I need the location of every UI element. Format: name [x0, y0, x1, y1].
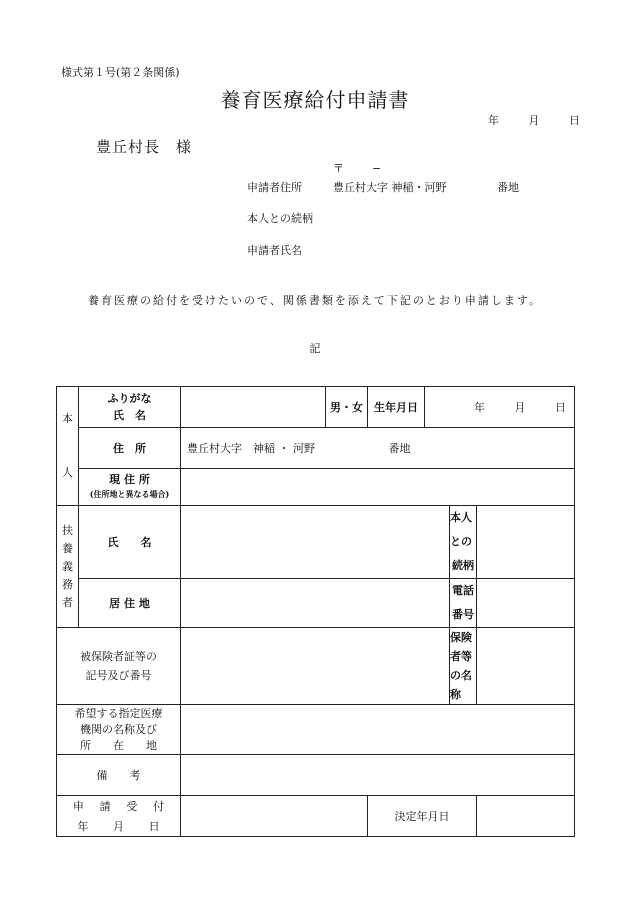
receipt-date-input[interactable] [181, 796, 368, 837]
hospital-label-cell [57, 705, 181, 755]
addressee: 豊丘村長 様 [96, 138, 193, 156]
application-date [488, 112, 580, 128]
address-input[interactable] [181, 428, 575, 469]
receipt-day: 日 [148, 820, 160, 833]
relation-label-2: 続柄 [452, 559, 474, 572]
ki-label: 記 [309, 342, 321, 355]
birth-day: 日 [555, 401, 567, 414]
decision-date-input[interactable] [477, 796, 575, 837]
insurer-label-2: の名称 [450, 669, 472, 701]
insurance-cert-input[interactable] [181, 628, 450, 705]
address-value: 豊丘村大字 神稲 ・ 河野 [187, 442, 315, 455]
remarks-input[interactable] [181, 755, 575, 796]
phone-label-2: 番号 [452, 608, 474, 621]
name-input[interactable] [181, 387, 326, 428]
guardian-group-label [57, 506, 79, 628]
guardian-name-label: 氏 名 [79, 506, 181, 579]
postal-code [333, 160, 381, 176]
residence-input[interactable] [181, 579, 450, 628]
guardian-char-5: 者 [62, 595, 73, 609]
receipt-char-2: 請 [99, 800, 111, 813]
phone-label-1: 電話 [452, 584, 474, 597]
postal-mark: 〒 [333, 162, 344, 175]
guardian-name-input[interactable] [181, 506, 450, 579]
application-table [56, 386, 575, 837]
insurer-input[interactable] [477, 628, 575, 705]
document-title: 養育医療給付申請書 [220, 88, 410, 112]
receipt-char-1: 申 [72, 800, 84, 813]
postal-dash: − [372, 162, 382, 175]
guardian-char-3: 義 [62, 559, 73, 573]
address-label: 住 所 [79, 428, 181, 469]
relation-label: 本人との続柄 [247, 212, 313, 225]
applicant-name-label: 申請者氏名 [247, 244, 302, 257]
current-address-label: 現 住 所 [109, 473, 150, 486]
guardian-char-4: 務 [62, 577, 73, 591]
hospital-input[interactable] [181, 705, 575, 755]
guardian-relation-label-cell [450, 506, 477, 579]
hospital-label-2: 機関の名称及び [80, 722, 157, 736]
insurance-cert-label-1: 被保険者証等の [80, 650, 157, 663]
guardian-relation-input[interactable] [477, 506, 575, 579]
hospital-label-1: 希望する指定医療 [74, 706, 163, 720]
phone-label-cell [450, 579, 477, 628]
receipt-year: 年 [77, 820, 89, 833]
decision-date-label: 決定年月日 [368, 796, 477, 837]
relation-label-1: 本人との [450, 511, 472, 548]
receipt-label-cell [57, 796, 181, 837]
receipt-month: 月 [112, 820, 124, 833]
applicant-address-label: 申請者住所 [247, 181, 302, 194]
date-month: 月 [528, 114, 540, 127]
hospital-label-3: 所 在 地 [80, 738, 157, 752]
person-char-2: 人 [62, 466, 73, 479]
birth-year: 年 [474, 401, 486, 414]
birthdate-label: 生年月日 [368, 387, 425, 428]
name-label: 氏 名 [113, 409, 146, 422]
insurer-label-cell [450, 628, 477, 705]
residence-label: 居 住 地 [79, 579, 181, 628]
form-number: 様式第１号(第２条関係) [61, 66, 180, 79]
insurer-label-1: 保険者等 [450, 631, 472, 663]
insurance-cert-label-cell [57, 628, 181, 705]
receipt-char-3: 受 [126, 800, 138, 813]
applicant-address-value: 豊丘村大字 神稲・河野 [333, 181, 447, 194]
date-year: 年 [488, 114, 499, 127]
address-banchi: 番地 [388, 442, 411, 455]
gender-select[interactable]: 男・女 [326, 387, 368, 428]
birthdate-input[interactable] [425, 387, 575, 428]
person-char-1: 本 [62, 412, 73, 425]
guardian-char-1: 扶 [62, 523, 73, 537]
current-address-cell [79, 469, 181, 506]
date-day: 日 [569, 114, 580, 127]
current-address-input[interactable] [181, 469, 575, 506]
furigana-label: ふりがな [107, 392, 152, 405]
phone-input[interactable] [477, 579, 575, 628]
applicant-banchi: 番地 [497, 181, 519, 194]
person-group-label [57, 387, 79, 506]
current-address-note: (住所地と異なる場合) [89, 489, 170, 499]
name-label-cell [79, 387, 181, 428]
remarks-label: 備 考 [57, 755, 181, 796]
guardian-char-2: 養 [62, 541, 73, 555]
receipt-char-4: 付 [153, 800, 165, 813]
birth-month: 月 [514, 401, 526, 414]
statement: 養育医療の給付を受けたいので、関係書類を添えて下記のとおり申請します。 [88, 294, 542, 307]
insurance-cert-label-2: 記号及び番号 [85, 669, 152, 682]
